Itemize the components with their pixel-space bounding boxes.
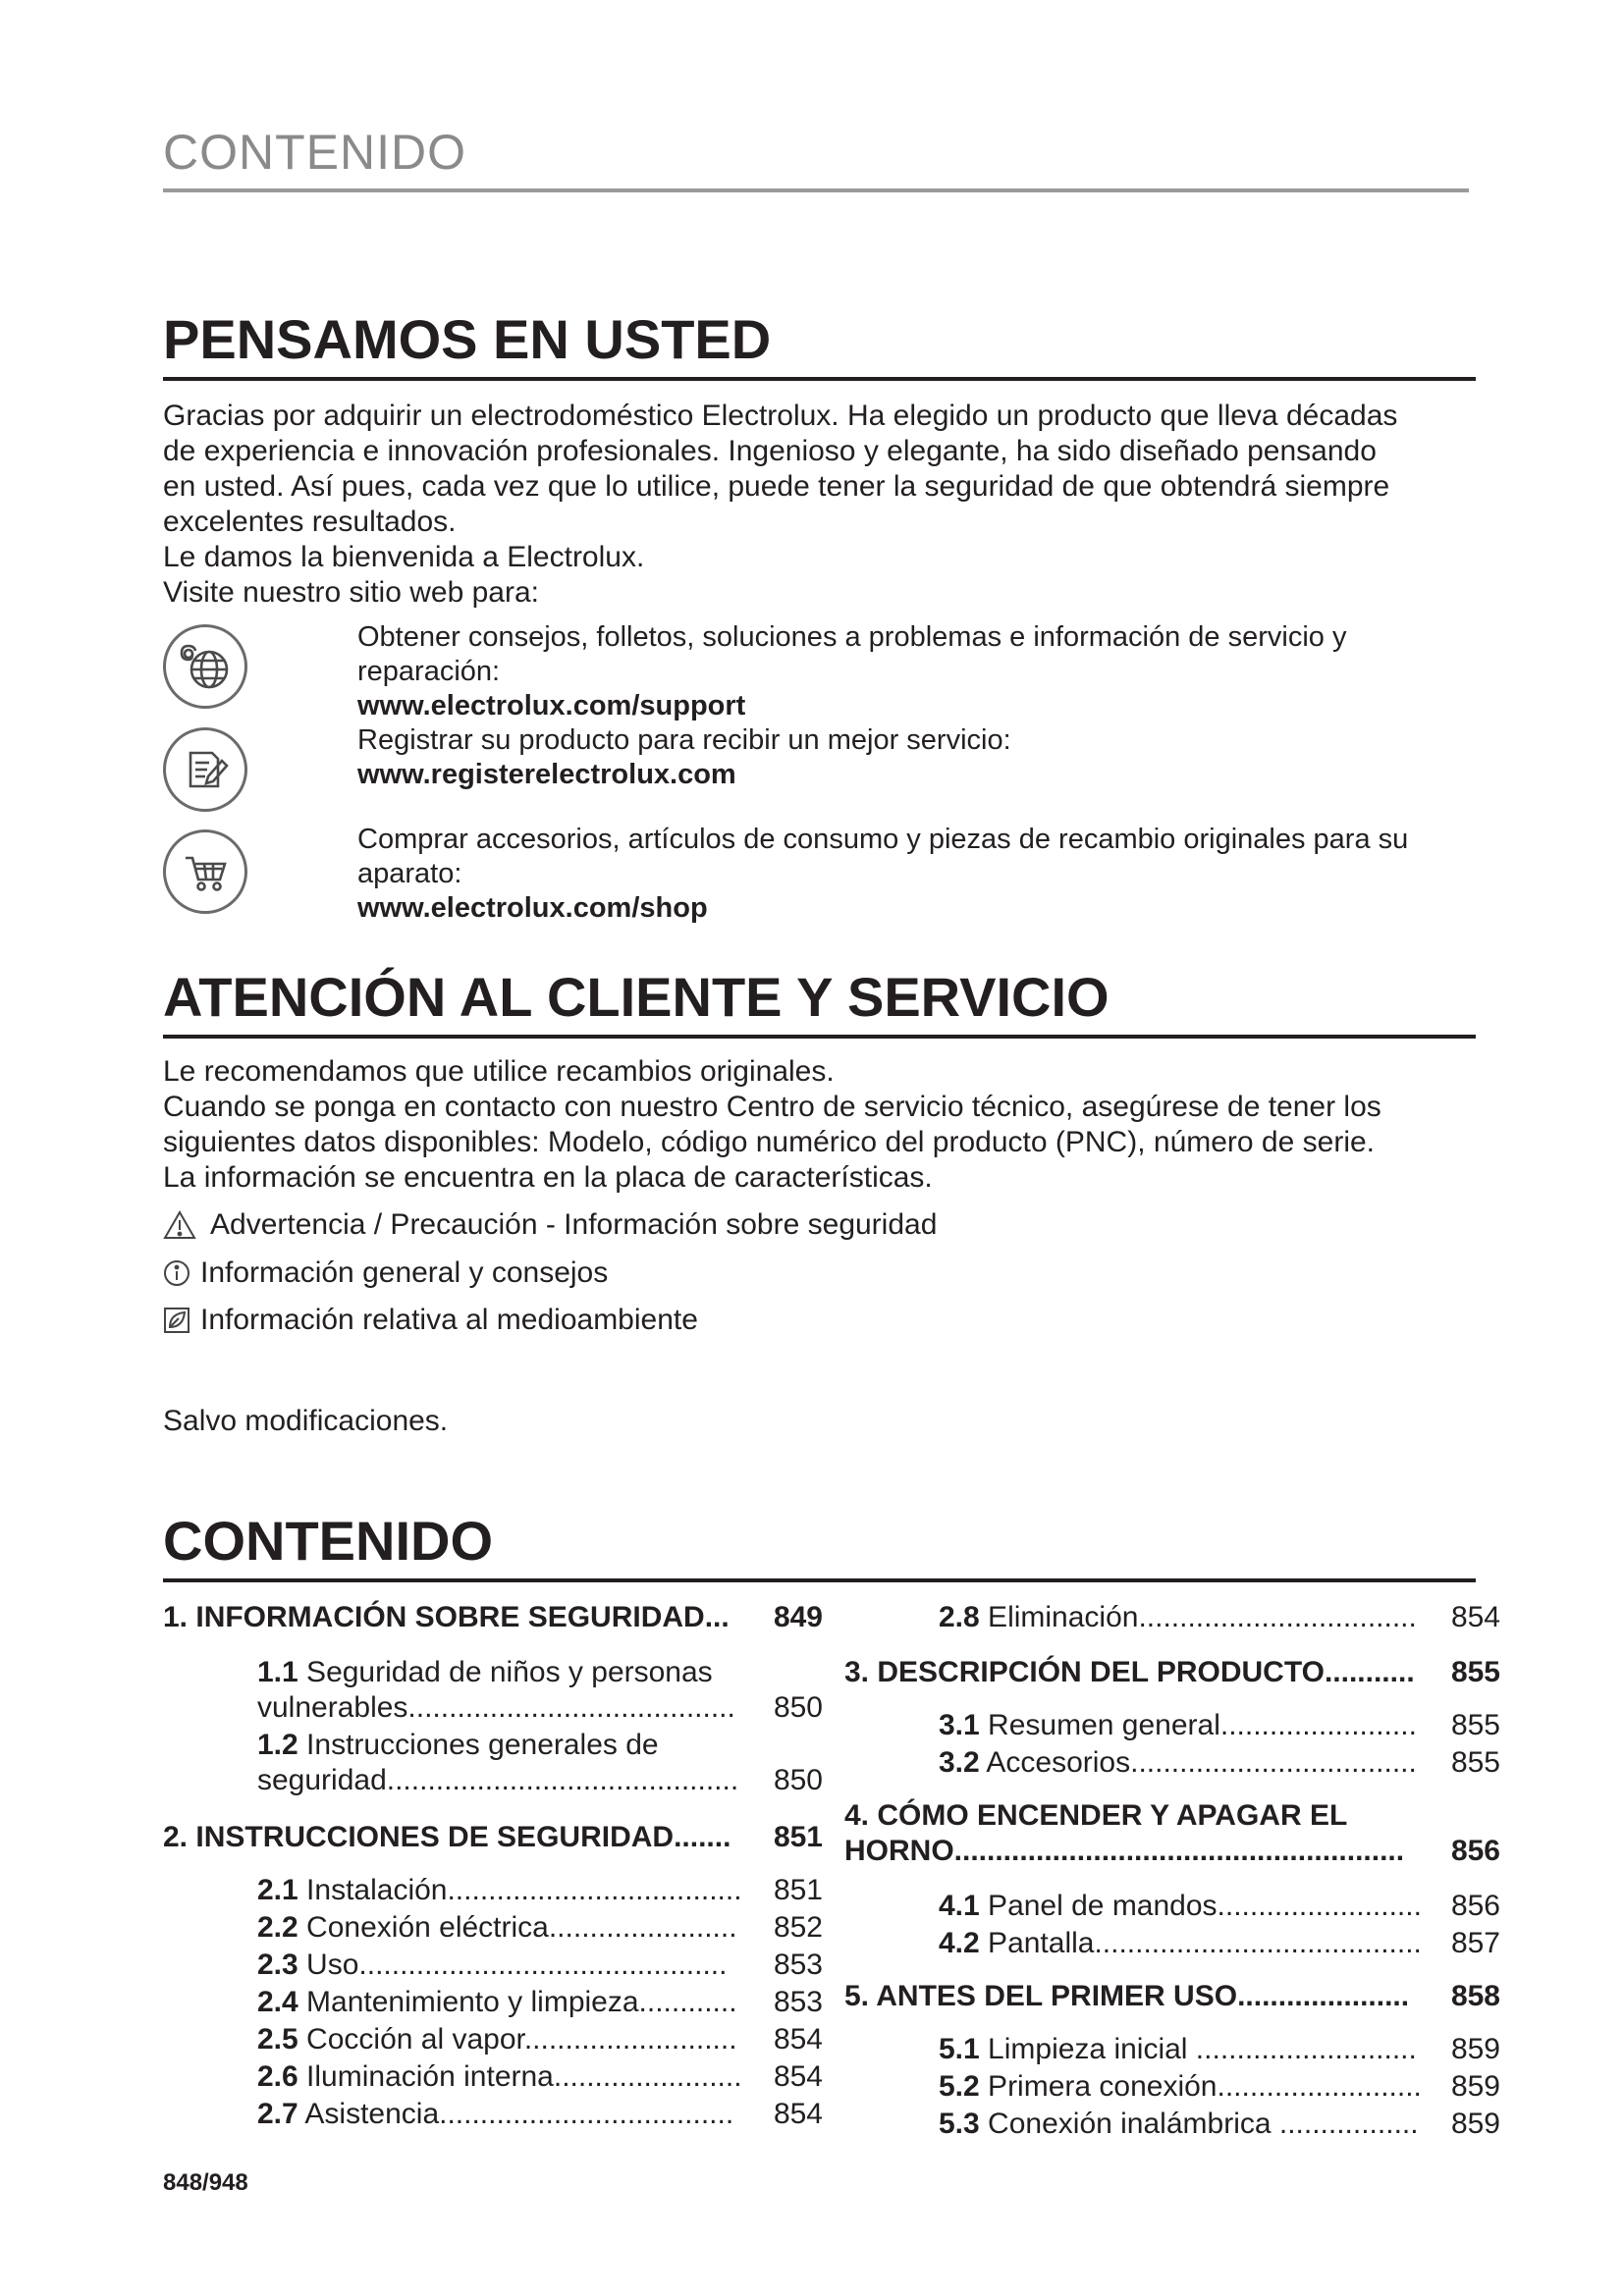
toc-page: 854 bbox=[773, 2060, 823, 2093]
welcome-line: Gracias por adquirir un electrodoméstico Electrolux. Ha elegido un producto que lleva décadas bbox=[163, 400, 1398, 432]
changes-note bbox=[163, 1404, 1479, 1439]
toc-num: 2.8 bbox=[939, 1601, 980, 1633]
toc-page: 852 bbox=[773, 1911, 823, 1944]
toc-page: 854 bbox=[773, 2098, 823, 2130]
toc-item-5-2[interactable] bbox=[939, 2069, 1500, 2105]
service-line: Le recomendamos que utilice recambios originales. bbox=[163, 1055, 835, 1088]
info-circle-icon bbox=[163, 1256, 190, 1290]
toc-text: seguridad........................................... bbox=[257, 1764, 739, 1796]
toc-text: Pantalla........................................ bbox=[979, 1927, 1422, 1959]
toc-section-3[interactable] bbox=[844, 1655, 1500, 1690]
toc-num: 2.1 bbox=[257, 1874, 298, 1906]
toc-num: 4.1 bbox=[939, 1890, 980, 1922]
toc-item-2-4[interactable] bbox=[257, 1985, 823, 2020]
toc-item-2-5[interactable] bbox=[257, 2022, 823, 2057]
toc-text: Cocción al vapor.......................... bbox=[298, 2023, 737, 2056]
welcome-line: Le damos la bienvenida a Electrolux. bbox=[163, 541, 645, 573]
legend-warning bbox=[163, 1207, 937, 1243]
toc-page: 849 bbox=[773, 1601, 823, 1633]
toc-section-5[interactable] bbox=[844, 1979, 1500, 2014]
toc-item-1-2[interactable] bbox=[257, 1728, 823, 1798]
service-heading bbox=[163, 958, 1476, 1039]
shop-text: aparato: bbox=[357, 858, 462, 889]
toc-num: 2.4 bbox=[257, 1986, 298, 2018]
toc-num: 1.2 bbox=[257, 1729, 298, 1761]
toc-page: 858 bbox=[1450, 1980, 1500, 2012]
toc-item-2-3[interactable] bbox=[257, 1948, 823, 1983]
shopping-cart-icon bbox=[163, 829, 247, 914]
service-line: siguientes datos disponibles: Modelo, código numérico del producto (PNC), número de serie. bbox=[163, 1126, 1375, 1158]
toc-page: 855 bbox=[1450, 1656, 1500, 1688]
toc-page: 851 bbox=[773, 1821, 823, 1853]
toc-page: 855 bbox=[1450, 1709, 1500, 1741]
toc-text: Conexión inalámbrica ................. bbox=[979, 2108, 1419, 2140]
toc-page: 856 bbox=[1450, 1835, 1500, 1867]
toc-page: 853 bbox=[773, 1986, 823, 2018]
support-text: Obtener consejos, folletos, soluciones a problemas e información de servicio y bbox=[357, 621, 1347, 653]
welcome-heading bbox=[163, 304, 1476, 381]
toc-page: 859 bbox=[1450, 2033, 1500, 2065]
register-info bbox=[357, 723, 1477, 792]
register-text: Registrar su producto para recibir un mejor servicio: bbox=[357, 724, 1011, 756]
toc-text: Panel de mandos......................... bbox=[979, 1890, 1422, 1922]
legend-warning-text: Advertencia / Precaución - Información sobre seguridad bbox=[210, 1208, 938, 1241]
welcome-title: PENSAMOS EN USTED bbox=[163, 308, 772, 370]
contents-heading bbox=[163, 1508, 1476, 1582]
running-header-title: CONTENIDO bbox=[163, 125, 466, 180]
toc-num: 3.2 bbox=[939, 1746, 980, 1779]
legend-info-text: Información general y consejos bbox=[200, 1256, 609, 1289]
toc-section-4[interactable] bbox=[844, 1798, 1500, 1869]
support-text: reparación: bbox=[357, 656, 501, 687]
toc-page: 859 bbox=[1450, 2108, 1500, 2140]
welcome-line: en usted. Así pues, cada vez que lo utilice, puede tener la seguridad de que obtendrá siempre bbox=[163, 470, 1390, 503]
service-line: La información se encuentra en la placa de características. bbox=[163, 1161, 933, 1194]
toc-text: 2. INSTRUCCIONES DE SEGURIDAD....... bbox=[163, 1821, 731, 1853]
register-form-icon bbox=[163, 727, 247, 812]
toc-num: 2.2 bbox=[257, 1911, 298, 1944]
toc-num: 2.5 bbox=[257, 2023, 298, 2056]
changes-note-text: Salvo modificaciones. bbox=[163, 1405, 449, 1437]
welcome-line: Visite nuestro sitio web para: bbox=[163, 576, 539, 609]
toc-page: 854 bbox=[1450, 1601, 1500, 1633]
toc-item-2-2[interactable] bbox=[257, 1910, 823, 1946]
page-number: 848/948 bbox=[163, 2169, 248, 2196]
toc-item-2-8[interactable] bbox=[939, 1600, 1500, 1635]
toc-text: 1. INFORMACIÓN SOBRE SEGURIDAD... bbox=[163, 1601, 730, 1633]
contents-title: CONTENIDO bbox=[163, 1510, 493, 1572]
toc-text: Instrucciones generales de bbox=[298, 1729, 659, 1761]
toc-text: Iluminación interna....................... bbox=[298, 2060, 742, 2093]
toc-num: 5.1 bbox=[939, 2033, 980, 2065]
legend-environment bbox=[163, 1303, 698, 1338]
toc-num: 2.6 bbox=[257, 2060, 298, 2093]
toc-num: 2.7 bbox=[257, 2098, 298, 2130]
toc-text: Primera conexión......................... bbox=[979, 2070, 1422, 2103]
shop-text: Comprar accesorios, artículos de consumo y piezas de recambio originales para su bbox=[357, 824, 1409, 855]
toc-text: Conexión eléctrica....................... bbox=[298, 1911, 737, 1944]
toc-text: Eliminación.................................. bbox=[979, 1601, 1417, 1633]
toc-item-3-2[interactable] bbox=[939, 1745, 1500, 1781]
toc-num: 4.2 bbox=[939, 1927, 980, 1959]
toc-item-4-2[interactable] bbox=[939, 1926, 1500, 1961]
toc-text: vulnerables........................................ bbox=[257, 1691, 735, 1724]
globe-at-icon bbox=[163, 624, 247, 709]
service-title: ATENCIÓN AL CLIENTE Y SERVICIO bbox=[163, 966, 1110, 1028]
toc-text: Uso............................................. bbox=[298, 1949, 728, 1981]
toc-text: Seguridad de niños y personas bbox=[298, 1656, 713, 1688]
toc-page: 850 bbox=[773, 1691, 823, 1724]
legend-info bbox=[163, 1255, 608, 1291]
toc-item-3-1[interactable] bbox=[939, 1708, 1500, 1743]
support-info bbox=[357, 620, 1477, 723]
welcome-line: de experiencia e innovación profesionales. Ingenioso y elegante, ha sido diseñado pensando bbox=[163, 435, 1377, 467]
toc-page: 859 bbox=[1450, 2070, 1500, 2103]
toc-text: Instalación.................................... bbox=[298, 1874, 742, 1906]
service-line: Cuando se ponga en contacto con nuestro Centro de servicio técnico, asegúrese de tener los bbox=[163, 1091, 1381, 1123]
toc-text: HORNO....................................................... bbox=[844, 1835, 1405, 1867]
toc-section-1[interactable] bbox=[163, 1600, 823, 1635]
welcome-paragraph bbox=[163, 399, 1479, 611]
toc-text: Asistencia.................................... bbox=[298, 2098, 734, 2130]
legend-environment-text: Información relativa al medioambiente bbox=[200, 1304, 698, 1336]
toc-page: 856 bbox=[1450, 1890, 1500, 1922]
shop-info bbox=[357, 823, 1477, 926]
welcome-line: excelentes resultados. bbox=[163, 506, 457, 538]
toc-num: 3.1 bbox=[939, 1709, 980, 1741]
toc-text: 4. CÓMO ENCENDER Y APAGAR EL bbox=[844, 1799, 1348, 1832]
toc-num: 1.1 bbox=[257, 1656, 298, 1688]
toc-text: 3. DESCRIPCIÓN DEL PRODUCTO........... bbox=[844, 1656, 1415, 1688]
shop-link[interactable]: www.electrolux.com/shop bbox=[357, 892, 708, 924]
toc-num: 5.2 bbox=[939, 2070, 980, 2103]
toc-item-5-1[interactable] bbox=[939, 2032, 1500, 2067]
toc-text: Mantenimiento y limpieza............ bbox=[298, 1986, 737, 2018]
toc-num: 5.3 bbox=[939, 2108, 980, 2140]
toc-item-5-3[interactable] bbox=[939, 2107, 1500, 2142]
toc-item-4-1[interactable] bbox=[939, 1889, 1500, 1924]
register-link[interactable]: www.registerelectrolux.com bbox=[357, 759, 736, 790]
toc-page: 853 bbox=[773, 1949, 823, 1981]
toc-item-1-1[interactable] bbox=[257, 1655, 823, 1726]
toc-section-2[interactable] bbox=[163, 1820, 823, 1855]
support-link[interactable]: www.electrolux.com/support bbox=[357, 690, 746, 721]
toc-text: Resumen general........................ bbox=[979, 1709, 1417, 1741]
toc-text: Limpieza inicial ........................... bbox=[979, 2033, 1417, 2065]
running-header bbox=[163, 118, 1469, 192]
toc-page: 855 bbox=[1450, 1746, 1500, 1779]
toc-text: 5. ANTES DEL PRIMER USO..................... bbox=[844, 1980, 1410, 2012]
toc-page: 851 bbox=[773, 1874, 823, 1906]
toc-item-2-1[interactable] bbox=[257, 1873, 823, 1908]
toc-item-2-6[interactable] bbox=[257, 2059, 823, 2095]
warning-triangle-icon bbox=[163, 1208, 196, 1242]
environment-leaf-icon bbox=[163, 1304, 190, 1337]
toc-page: 857 bbox=[1450, 1927, 1500, 1959]
toc-page: 854 bbox=[773, 2023, 823, 2056]
toc-text: Accesorios................................... bbox=[979, 1746, 1417, 1779]
toc-num: 2.3 bbox=[257, 1949, 298, 1981]
toc-item-2-7[interactable] bbox=[257, 2097, 823, 2132]
service-paragraph bbox=[163, 1054, 1479, 1196]
toc-page: 850 bbox=[773, 1764, 823, 1796]
